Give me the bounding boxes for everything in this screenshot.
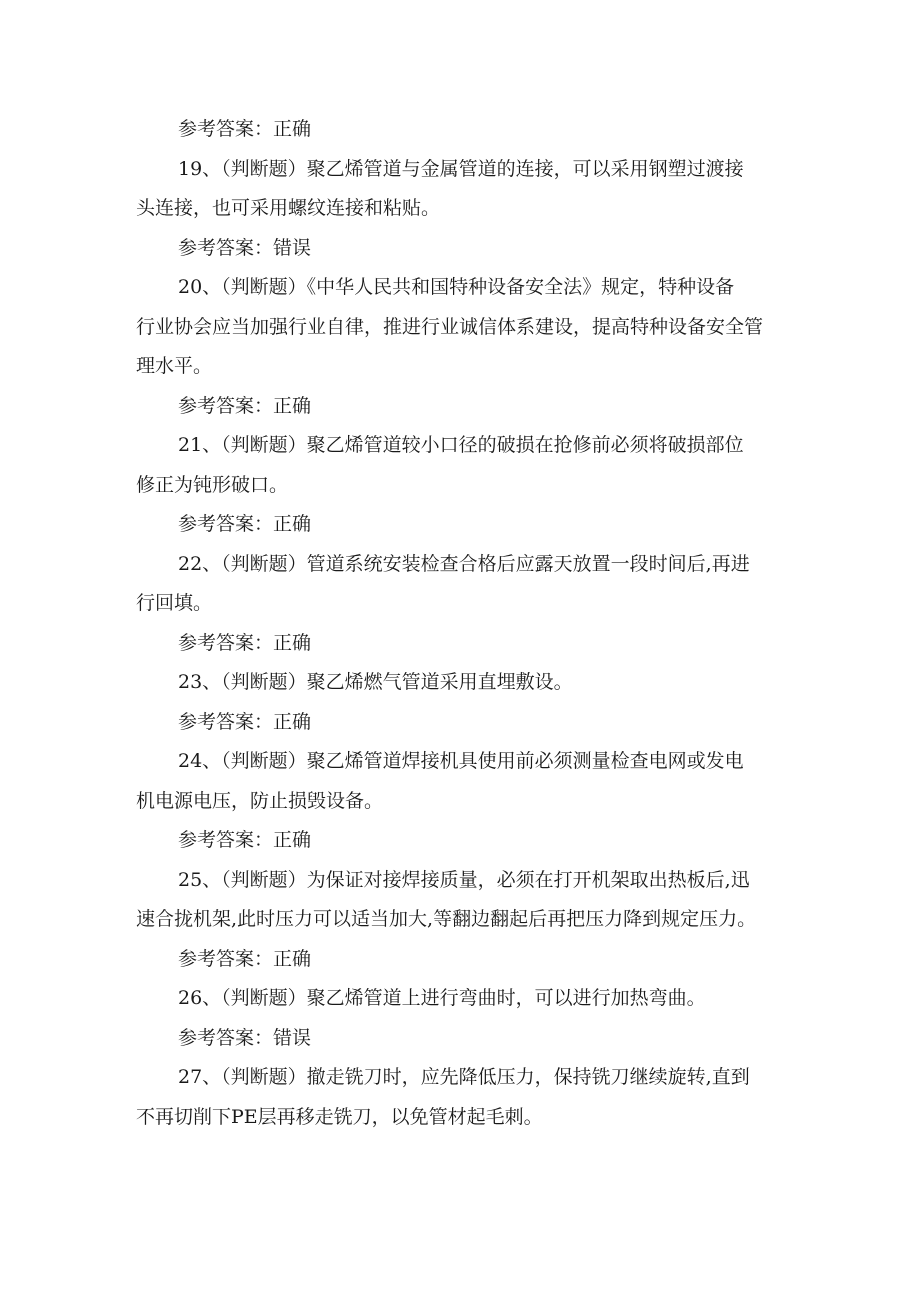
answer-22: 参考答案：正确	[178, 631, 312, 654]
question-19: 19、（判断题）聚乙烯管道与金属管道的连接，可以采用钢塑过渡接	[178, 157, 744, 180]
answer-26: 参考答案：错误	[178, 1026, 312, 1049]
answer-21: 参考答案：正确	[178, 513, 312, 535]
question-20-continued: 理水平。	[136, 355, 213, 377]
answer-19: 参考答案：错误	[178, 236, 312, 259]
question-27-continued: 不再切削下PE层再移走铣刀，以免管材起毛刺。	[136, 1105, 543, 1128]
question-25: 25、（判断题）为保证对接焊接质量，必须在打开机架取出热板后,迅	[178, 868, 750, 891]
question-19-continued: 头连接，也可采用螺纹连接和粘贴。	[136, 197, 441, 219]
question-24-continued: 机电源电压，防止损毁设备。	[136, 789, 384, 812]
answer-line: 参考答案：正确	[178, 118, 312, 140]
question-27: 27、（判断题）撤走铣刀时，应先降低压力，保持铣刀继续旋转,直到	[178, 1066, 750, 1088]
question-24: 24、（判断题）聚乙烯管道焊接机具使用前必须测量检查电网或发电	[178, 750, 744, 772]
answer-25: 参考答案：正确	[178, 947, 312, 970]
question-22-continued: 行回填。	[136, 592, 213, 614]
question-25-continued: 速合拢机架,此时压力可以适当加大,等翻边翻起后再把压力降到规定压力。	[136, 908, 757, 930]
question-list	[136, 110, 796, 1137]
answer-23: 参考答案：正确	[178, 710, 312, 733]
question-26: 26、（判断题）聚乙烯管道上进行弯曲时，可以进行加热弯曲。	[178, 987, 706, 1009]
question-21: 21、（判断题）聚乙烯管道较小口径的破损在抢修前必须将破损部位	[178, 434, 744, 456]
question-21-continued: 修正为钝形破口。	[136, 473, 289, 496]
question-22: 22、（判断题）管道系统安装检查合格后应露天放置一段时间后,再进	[178, 552, 750, 575]
question-20-continued: 行业协会应当加强行业自律，推进行业诚信体系建设，提高特种设备安全管	[136, 315, 764, 338]
question-23: 23、（判断题）聚乙烯燃气管道采用直埋敷设。	[178, 671, 573, 693]
answer-24: 参考答案：正确	[178, 829, 312, 851]
question-20: 20、（判断题）《中华人民共和国特种设备安全法》规定，特种设备	[178, 276, 735, 298]
answer-20: 参考答案：正确	[178, 394, 312, 417]
